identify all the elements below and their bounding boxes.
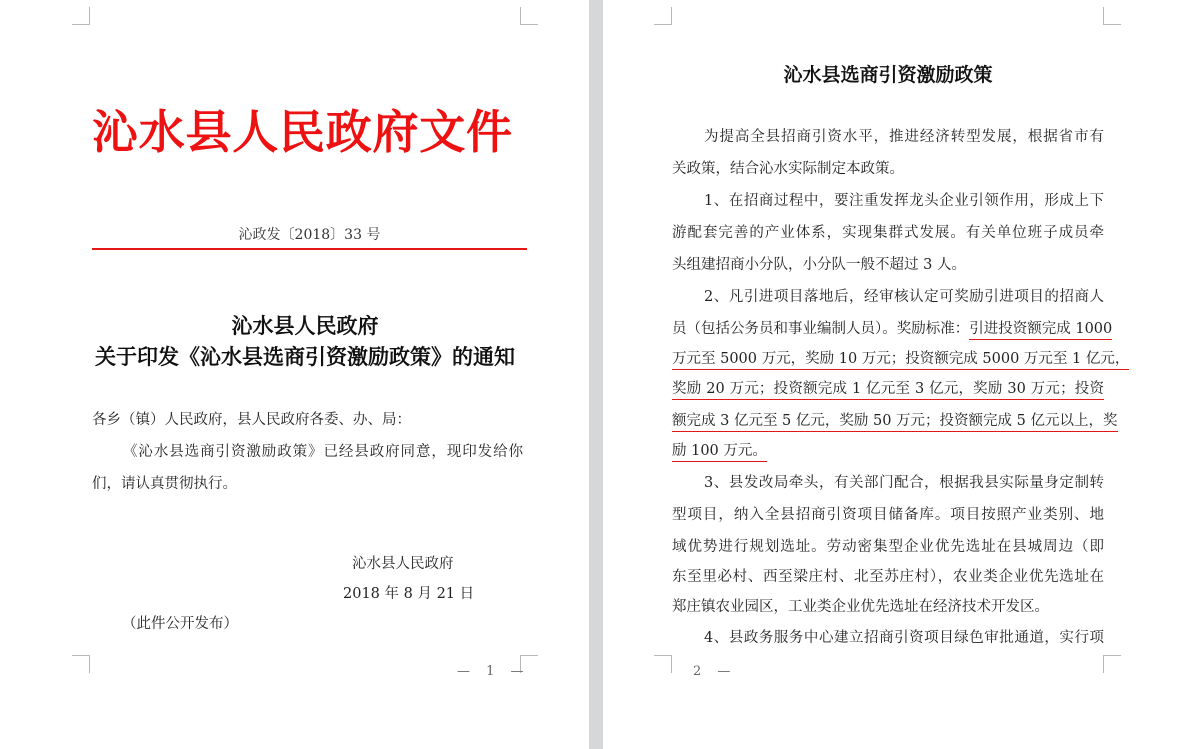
signature: 沁水县人民政府 — [352, 556, 454, 572]
text-segment: 东至里必村、西至梁庄村、北至苏庄村），农业类企业优先选址在 — [672, 569, 1104, 585]
body-line — [704, 471, 1104, 492]
body-line — [704, 285, 1104, 306]
body-line — [672, 253, 1104, 274]
body-line — [672, 595, 1104, 616]
body-line — [672, 347, 1130, 368]
body-line — [704, 626, 1104, 647]
text-segment: 型项目，纳入全县招商引资项目储备库。项目按照产业类别、地 — [672, 507, 1104, 523]
page-2 — [603, 0, 1188, 749]
body-line — [672, 157, 1104, 178]
page-number: 2 — — [693, 664, 737, 679]
publication-note: （此件公开发布） — [122, 616, 238, 632]
document-header-title: 沁水县人民政府文件 — [92, 105, 512, 159]
body-line — [672, 565, 1104, 586]
text-segment: 关政策，结合沁水实际制定本政策。 — [672, 161, 904, 177]
corner-mark — [654, 7, 672, 25]
corner-mark — [72, 7, 90, 25]
body-line — [672, 221, 1104, 242]
text-segment: 2、凡引进项目落地后，经审核认定可奖励引进项目的招商人 — [704, 289, 1104, 305]
body-line — [672, 439, 1104, 460]
corner-mark — [72, 655, 90, 673]
salutation: 各乡（镇）人民政府，县人民政府各委、办、局： — [92, 412, 411, 428]
corner-mark — [1103, 7, 1121, 25]
text-segment: 3、县发改局牵头，有关部门配合，根据我县实际量身定制转 — [704, 475, 1104, 491]
body-line: 们，请认真贯彻执行。 — [92, 476, 237, 492]
body-line — [672, 377, 1104, 398]
body-line — [672, 317, 1113, 338]
date: 2018 年 8 月 21 日 — [343, 586, 475, 602]
body-line — [672, 535, 1104, 556]
corner-mark — [520, 7, 538, 25]
body-line — [672, 503, 1104, 524]
text-segment: 域优势进行规划选址。劳动密集型企业优先选址在县城周边（即 — [672, 539, 1104, 555]
text-segment: 游配套完善的产业体系，实现集群式发展。有关单位班子成员牵 — [672, 225, 1104, 241]
text-segment: 郑庄镇农业园区，工业类企业优先选址在经济技术开发区。 — [672, 599, 1049, 615]
underlined-text: 额完成 3 亿元至 5 亿元，奖励 50 万元；投资额完成 5 亿元以上，奖 — [672, 413, 1118, 432]
text-segment: 员（包括公务员和事业编制人员）。奖励标准： — [672, 321, 970, 337]
heading-line-1: 沁水县人民政府 — [231, 313, 379, 338]
corner-mark — [1103, 655, 1121, 673]
page-gap — [589, 0, 603, 749]
heading-line-2: 关于印发《沁水县选商引资激励政策》的通知 — [95, 344, 515, 369]
underlined-text: 万元至 5000 万元，奖励 10 万元；投资额完成 5000 万元至 1 亿元， — [672, 351, 1129, 370]
text-segment: 为提高全县招商引资水平，推进经济转型发展，根据省市有 — [704, 129, 1104, 145]
red-separator-line — [92, 248, 527, 250]
underlined-text: 奖励 20 万元；投资额完成 1 亿元至 3 亿元，奖励 30 万元；投资 — [672, 381, 1104, 400]
body-line: 《沁水县选商引资激励政策》已经县政府同意，现印发给你 — [123, 444, 523, 460]
underlined-text: 励 100 万元。 — [672, 443, 767, 462]
body-line — [672, 409, 1118, 430]
text-segment: 1、在招商过程中，要注重发挥龙头企业引领作用，形成上下 — [704, 193, 1104, 209]
body-line — [704, 125, 1104, 146]
underlined-text: 引进投资额完成 1000 — [969, 321, 1112, 340]
body-line — [704, 189, 1104, 210]
corner-mark — [654, 655, 672, 673]
text-segment: 4、县政务服务中心建立招商引资项目绿色审批通道，实行项 — [704, 630, 1104, 646]
document-number: 沁政发〔2018〕33 号 — [238, 227, 381, 243]
page-number: — 1 — — [457, 664, 530, 679]
text-segment: 头组建招商小分队，小分队一般不超过 3 人。 — [672, 257, 966, 273]
page-1 — [0, 0, 589, 749]
policy-title: 沁水县选商引资激励政策 — [783, 64, 993, 86]
